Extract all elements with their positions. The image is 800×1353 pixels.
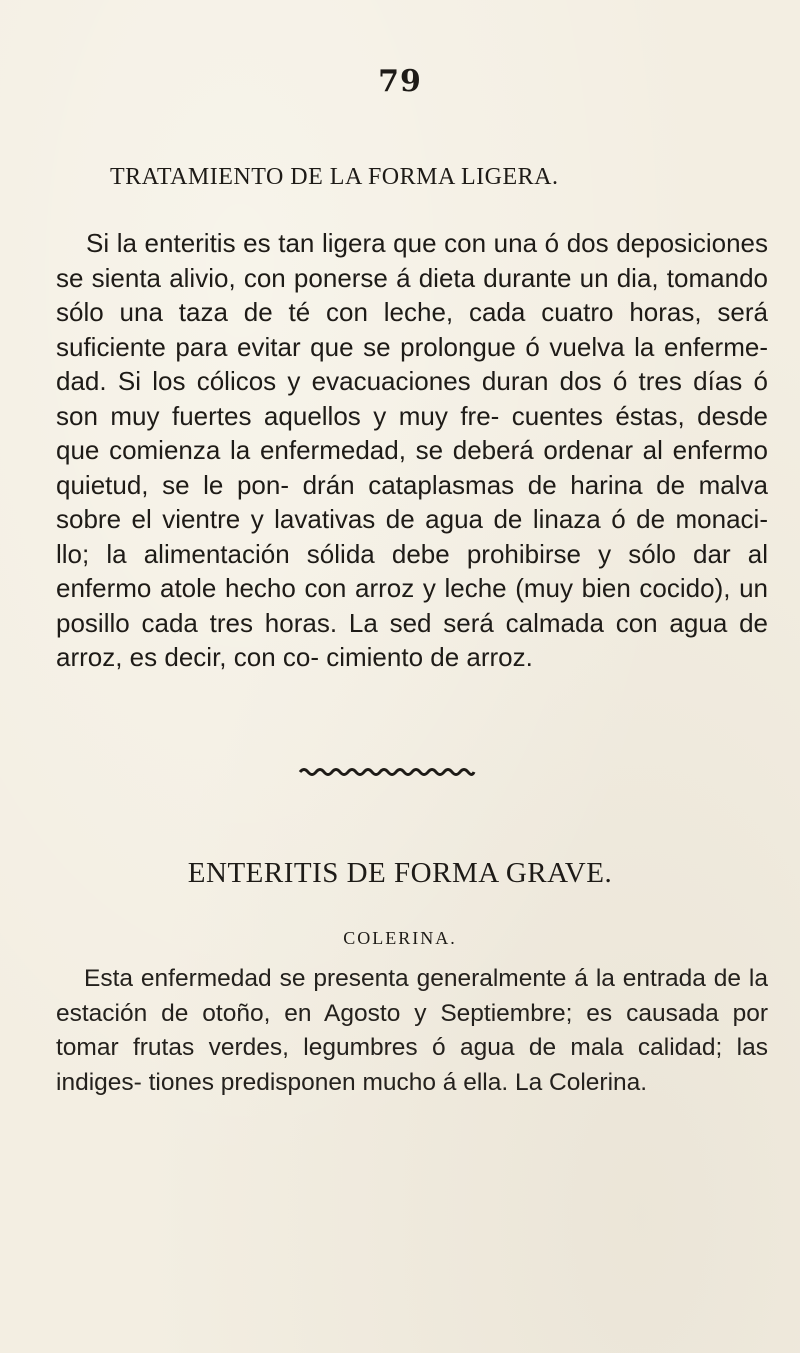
section-title-severe-form: ENTERITIS DE FORMA GRAVE. (187, 857, 613, 889)
section-subtitle: COLERINA. (343, 928, 457, 948)
section-heading-mild-form: TRATAMIENTO DE LA FORMA LIGERA. (110, 164, 559, 190)
page-number: 79 (378, 64, 422, 99)
paragraph-mild-treatment: Si la enteritis es tan ligera que con una ó dos deposiciones se sienta alivio, con ponerse á dieta durante un dia, tomando sólo una taza de té con leche, cada cuatro horas, será suficiente para evitar que se prolongue ó vuelva la enferme- dad. Si los cólicos y evacuaciones duran dos ó tres días ó son muy fuertes aquellos y muy fre- cuentes éstas, desde que comienza la enfermedad, se deberá ordenar al enfermo quietud, se le pon- drán cataplasmas de harina de malva sobre el vientre y lavativas de agua de linaza ó de monaci- llo; la alimentación sólida debe prohibirse y sólo dar al enfermo atole hecho con arroz y leche (muy bien cocido), un posillo cada tres horas. La sed será calmada con agua de arroz, es decir, con co- cimiento de arroz. (56, 228, 768, 672)
paragraph-colerina: Esta enfermedad se presenta generalmente á la entrada de la estación de otoño, en Agosto y Septiembre; es causada por tomar frutas verdes, legumbres ó agua de mala calidad; las indiges- tiones predisponen mucho á ella. La Colerina. (56, 965, 768, 1096)
ornamental-divider (298, 766, 476, 778)
